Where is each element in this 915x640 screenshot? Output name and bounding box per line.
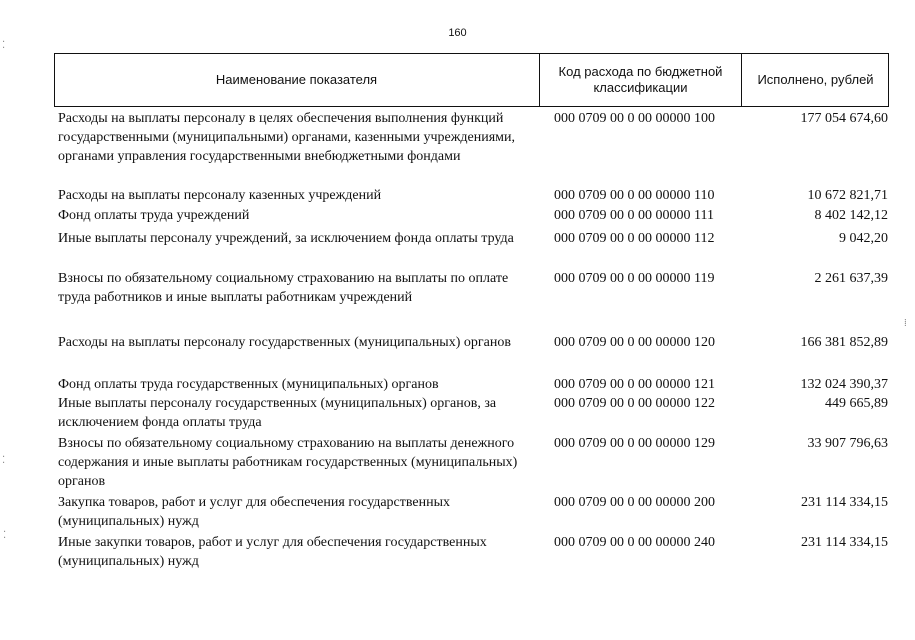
row-amount: 449 665,89	[825, 396, 888, 411]
row-code: 000 0709 00 0 00 00000 112	[554, 231, 715, 246]
page-number: 160	[448, 27, 467, 39]
row-code: 000 0709 00 0 00 00000 119	[554, 271, 715, 286]
row-code: 000 0709 00 0 00 00000 240	[554, 535, 715, 550]
header-name: Наименование показателя	[215, 72, 378, 87]
scan-artifact: ⁞	[904, 318, 905, 329]
row-name: Взносы по обязательному социальному страхованию на выплаты денежного содержания и иные выплаты работникам государственных (муниципальных) органов	[58, 436, 518, 489]
row-code: 000 0709 00 0 00 00000 121	[554, 377, 715, 392]
row-name: Иные закупки товаров, работ и услуг для обеспечения государственных (муниципальных) нужд	[58, 535, 487, 569]
row-name: Взносы по обязательному социальному страхованию на выплаты по оплате труда работников и иные выплаты работникам учреждений	[58, 271, 509, 305]
row-name: Иные выплаты персоналу учреждений, за исключением фонда оплаты труда	[58, 231, 514, 246]
row-amount: 231 114 334,15	[801, 535, 888, 550]
row-name: Расходы на выплаты персоналу казенных учреждений	[58, 188, 382, 203]
row-amount: 231 114 334,15	[801, 495, 888, 510]
row-code: 000 0709 00 0 00 00000 110	[554, 188, 715, 203]
row-name: Расходы на выплаты персоналу в целях обеспечения выполнения функций государственными (муниципальными) органами, казенными учреждениями, органами управления государственными внебюджетными фондами	[58, 111, 515, 164]
row-code: 000 0709 00 0 00 00000 100	[554, 111, 715, 126]
row-amount: 132 024 390,37	[800, 377, 888, 392]
row-code: 000 0709 00 0 00 00000 200	[554, 495, 715, 510]
row-amount: 2 261 637,39	[814, 271, 888, 286]
scan-artifact: ⁚	[3, 530, 5, 541]
scan-artifact: ⁚	[2, 40, 4, 51]
row-code: 000 0709 00 0 00 00000 122	[554, 396, 715, 411]
row-amount: 8 402 142,12	[814, 208, 888, 223]
row-name: Иные выплаты персоналу государственных (муниципальных) органов, за исключением фонда оплаты труда	[58, 396, 497, 430]
row-amount: 10 672 821,71	[807, 188, 888, 203]
row-name: Фонд оплаты труда государственных (муниципальных) органов	[58, 377, 439, 392]
row-amount: 9 042,20	[839, 231, 888, 246]
row-code: 000 0709 00 0 00 00000 120	[554, 335, 715, 350]
header-amount: Исполнено, рублей	[741, 54, 889, 106]
row-code: 000 0709 00 0 00 00000 129	[554, 436, 715, 451]
row-name: Закупка товаров, работ и услуг для обеспечения государственных (муниципальных) нужд	[58, 495, 451, 529]
row-amount: 177 054 674,60	[800, 111, 888, 126]
row-amount: 33 907 796,63	[807, 436, 888, 451]
row-amount: 166 381 852,89	[800, 335, 888, 350]
row-name: Расходы на выплаты персоналу государственных (муниципальных) органов	[58, 335, 511, 350]
scan-artifact: ⁚	[2, 455, 4, 466]
row-code: 000 0709 00 0 00 00000 111	[554, 208, 714, 223]
header-code: Код расхода по бюджетной классификации	[539, 54, 741, 106]
row-name: Фонд оплаты труда учреждений	[58, 208, 250, 223]
table-header	[54, 53, 889, 107]
